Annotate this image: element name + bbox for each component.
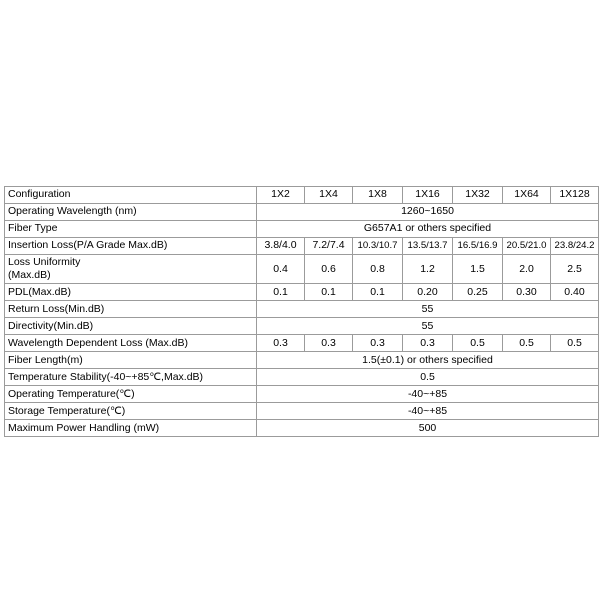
table-row — [5, 369, 599, 386]
row-cell: 0.1 — [353, 284, 403, 301]
row-label-line1: Loss Uniformity — [8, 256, 81, 268]
row-cell: 0.3 — [257, 335, 305, 352]
row-cell: 0.8 — [353, 255, 403, 284]
row-cell: 1.5 — [453, 255, 503, 284]
header-col-1x128: 1X128 — [551, 187, 599, 204]
row-cell: 0.1 — [305, 284, 353, 301]
row-cell: 0.4 — [257, 255, 305, 284]
row-value: -40~+85 — [257, 403, 599, 420]
row-label: Directivity(Min.dB) — [5, 318, 257, 335]
row-cell: 23.8/24.2 — [551, 238, 599, 255]
row-cell: 0.5 — [453, 335, 503, 352]
row-cell: 13.5/13.7 — [403, 238, 453, 255]
row-value: 1.5(±0.1) or others specified — [257, 352, 599, 369]
row-label: Fiber Length(m) — [5, 352, 257, 369]
table-row — [5, 335, 599, 352]
row-value: 1260~1650 — [257, 204, 599, 221]
row-cell: 0.3 — [353, 335, 403, 352]
row-cell: 2.5 — [551, 255, 599, 284]
header-label-cell: Configuration — [5, 187, 257, 204]
table-row — [5, 204, 599, 221]
table-row — [5, 403, 599, 420]
row-value: -40~+85 — [257, 386, 599, 403]
row-cell: 0.25 — [453, 284, 503, 301]
header-col-1x16: 1X16 — [403, 187, 453, 204]
table-header-row — [5, 187, 599, 204]
row-label: Temperature Stability(-40~+85℃,Max.dB) — [5, 369, 257, 386]
row-label: Fiber Type — [5, 221, 257, 238]
row-label: Operating Wavelength (nm) — [5, 204, 257, 221]
row-label: Wavelength Dependent Loss (Max.dB) — [5, 335, 257, 352]
row-label-line2: (Max.dB) — [8, 269, 51, 282]
row-label: Return Loss(Min.dB) — [5, 301, 257, 318]
row-cell: 0.5 — [551, 335, 599, 352]
row-cell: 0.3 — [305, 335, 353, 352]
header-col-1x8: 1X8 — [353, 187, 403, 204]
table-row — [5, 284, 599, 301]
row-label: Storage Temperature(℃) — [5, 403, 257, 420]
row-cell: 10.3/10.7 — [353, 238, 403, 255]
header-col-1x64: 1X64 — [503, 187, 551, 204]
row-cell: 3.8/4.0 — [257, 238, 305, 255]
table-row — [5, 301, 599, 318]
table-row — [5, 255, 599, 284]
row-value: 55 — [257, 301, 599, 318]
row-cell: 20.5/21.0 — [503, 238, 551, 255]
row-label: Insertion Loss(P/A Grade Max.dB) — [5, 238, 257, 255]
table-row — [5, 318, 599, 335]
row-value: G657A1 or others specified — [257, 221, 599, 238]
row-label: Operating Temperature(℃) — [5, 386, 257, 403]
table-row — [5, 386, 599, 403]
row-cell: 1.2 — [403, 255, 453, 284]
row-cell: 0.40 — [551, 284, 599, 301]
row-cell: 0.1 — [257, 284, 305, 301]
row-cell: 0.6 — [305, 255, 353, 284]
specification-table — [4, 186, 599, 437]
header-col-1x4: 1X4 — [305, 187, 353, 204]
row-label — [5, 255, 257, 284]
row-cell: 16.5/16.9 — [453, 238, 503, 255]
header-col-1x2: 1X2 — [257, 187, 305, 204]
row-value: 500 — [257, 420, 599, 437]
row-cell: 2.0 — [503, 255, 551, 284]
row-label: PDL(Max.dB) — [5, 284, 257, 301]
table-row — [5, 221, 599, 238]
row-cell: 0.3 — [403, 335, 453, 352]
row-label: Maximum Power Handling (mW) — [5, 420, 257, 437]
row-value: 55 — [257, 318, 599, 335]
row-cell: 7.2/7.4 — [305, 238, 353, 255]
row-cell: 0.20 — [403, 284, 453, 301]
row-cell: 0.5 — [503, 335, 551, 352]
table-row — [5, 352, 599, 369]
header-col-1x32: 1X32 — [453, 187, 503, 204]
table-row — [5, 238, 599, 255]
table-row — [5, 420, 599, 437]
row-value: 0.5 — [257, 369, 599, 386]
row-cell: 0.30 — [503, 284, 551, 301]
